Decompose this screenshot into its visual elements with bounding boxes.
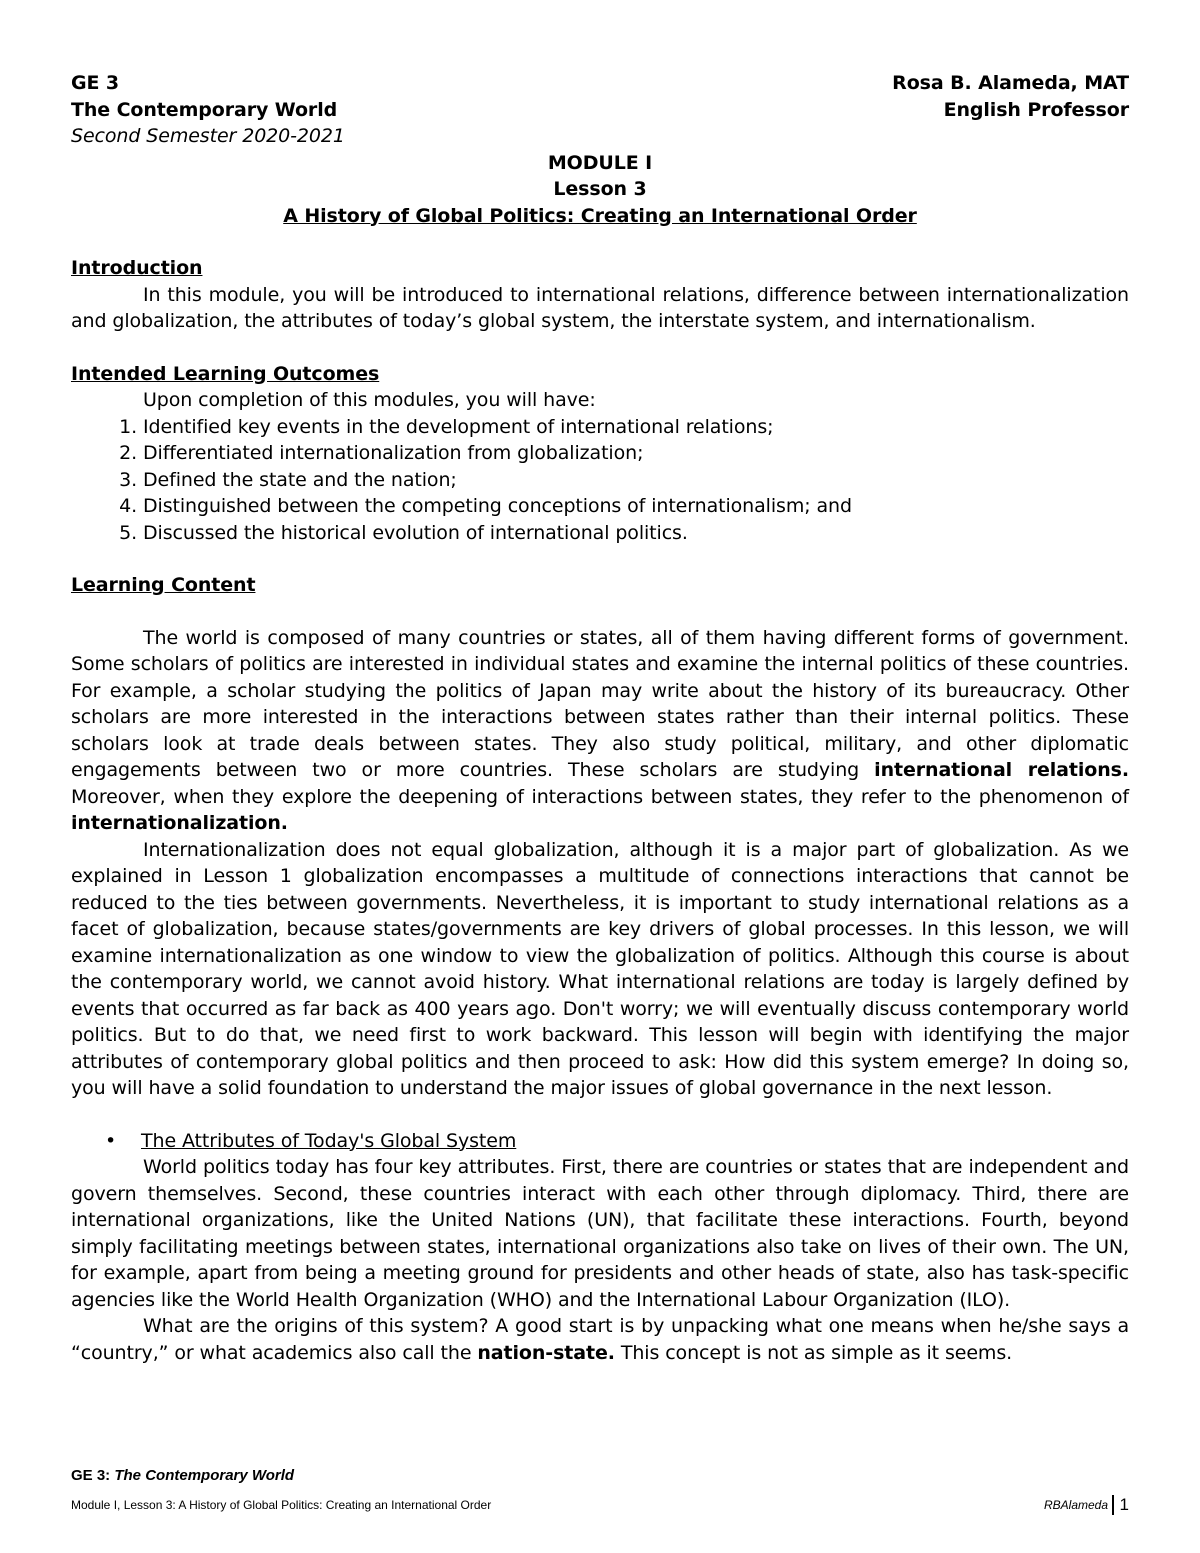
introduction-text: In this module, you will be introduced to international relations, difference between internationalization and globalization, the attributes of today’s global system, the interstate system, and internationalism.: [71, 283, 1129, 332]
course-title: The Contemporary World: [71, 98, 338, 121]
term-internationalization: internationalization.: [71, 812, 288, 834]
page-number: 1: [1119, 1495, 1129, 1514]
outcome-item-2: 2. Differentiated internationalization from globalization;: [143, 440, 1129, 467]
outcome-item-5: 5. Discussed the historical evolution of international politics.: [143, 520, 1129, 547]
footer-course: GE 3: The Contemporary World: [71, 1467, 295, 1484]
attributes-paragraph-1: World politics today has four key attributes. First, there are countries or states that are independent and govern themselves. Second, these countries interact with each other through diplomacy. Third, there are international organizations, like the United Nations (UN), that facilitate these interactions. Fourth, beyond simply facilitating meetings between states, international organizations also take on lives of their own. The UN, for example, apart from being a meeting ground for presidents and other heads of state, also has task-specific agencies like the World Health Organization (WHO) and the International Labour Organization (ILO).: [71, 1156, 1129, 1311]
attributes-bullet-heading: [71, 1128, 1129, 1155]
outcome-item-1: 1. Identified key events in the development of international relations;: [143, 414, 1129, 441]
outcomes-lead: Upon completion of this modules, you will have:: [143, 389, 596, 411]
footer-module-line: Module I, Lesson 3: A History of Global Politics: Creating an International Order: [71, 1498, 492, 1512]
attributes-paragraph-2: What are the origins of this system? A good start is by unpacking what one means when he/she says a “country,” or what academics also call the nation-state. This concept is not as simple as it seems.: [71, 1315, 1129, 1364]
page-footer: [71, 1465, 1129, 1515]
semester: Second Semester 2020-2021: [71, 125, 345, 147]
author-name: Rosa B. Alameda, MAT: [892, 72, 1129, 94]
outcome-item-3: 3. Defined the state and the nation;: [143, 467, 1129, 494]
content-paragraph-1: The world is composed of many countries or states, all of them having different forms of government. Some scholars of politics are interested in individual states and examine the internal politics of these countries. For example, a scholar studying the politics of Japan may write about the history of its bureaucracy. Other scholars are more interested in the interactions between states rather than their internal politics. These scholars look at trade deals between states. They also study political, military, and other diplomatic engagements between two or more countries. These scholars are studying international relations. Moreover, when they explore the deepening of interactions between states, they refer to the phenomenon of internationalization.: [71, 626, 1129, 834]
lesson-label: Lesson 3: [553, 178, 647, 200]
footer-divider: [1112, 1495, 1114, 1515]
lesson-title: A History of Global Politics: Creating an International Order: [283, 204, 917, 227]
module-label: MODULE I: [547, 151, 653, 174]
course-code: GE 3: [71, 72, 120, 94]
footer-right: [1044, 1495, 1129, 1515]
footer-row: [71, 1495, 1129, 1515]
outcomes-list: [71, 414, 1129, 547]
author-role: English Professor: [943, 98, 1129, 121]
introduction-heading: Introduction: [71, 257, 203, 279]
bullet-icon: •: [105, 1129, 117, 1152]
term-international-relations: international relations.: [874, 759, 1129, 781]
outcome-item-4: 4. Distinguished between the competing conceptions of internationalism; and: [143, 493, 1129, 520]
content-paragraph-2: Internationalization does not equal globalization, although it is a major part of globalization. As we explained in Lesson 1 globalization encompasses a multitude of connections interactions that cannot be reduced to the ties between governments. Nevertheless, it is important to study international relations as a facet of globalization, because states/governments are key drivers of global processes. In this lesson, we will examine internationalization as one window to view the globalization of politics. Although this course is about the contemporary world, we cannot avoid history. What international relations are today is largely defined by events that occurred as far back as 400 years ago. Don't worry; we will eventually discuss contemporary world politics. But to do that, we need first to work backward. This lesson will begin with identifying the major attributes of contemporary global politics and then proceed to ask: How did this system emerge? In doing so, you will have a solid foundation to understand the major issues of global governance in the next lesson.: [71, 838, 1129, 1099]
header-row-1: [71, 70, 1129, 97]
term-nation-state: nation-state.: [477, 1341, 615, 1364]
footer-author-tag: RBAlameda: [1044, 1498, 1109, 1512]
header-row-2: [71, 97, 1129, 124]
learning-content-heading: Learning Content: [71, 574, 256, 596]
attributes-heading: The Attributes of Today's Global System: [141, 1129, 517, 1152]
page-content: [71, 70, 1129, 1366]
outcomes-heading: Intended Learning Outcomes: [71, 362, 380, 385]
